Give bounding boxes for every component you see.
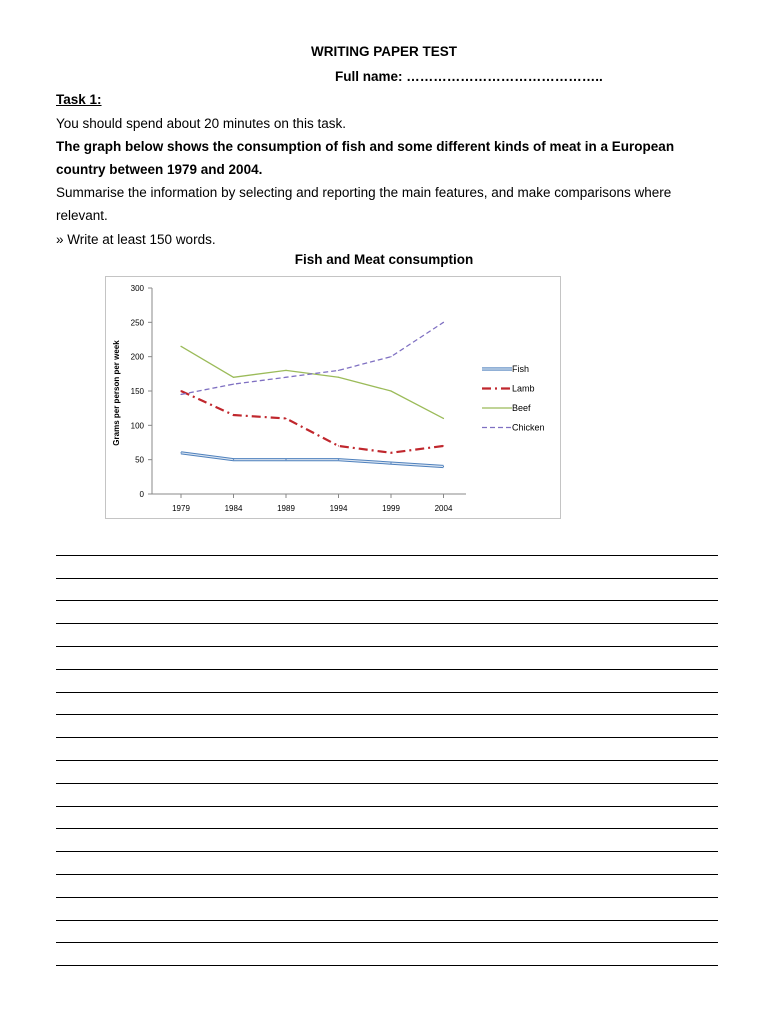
answer-line[interactable] — [56, 875, 718, 898]
answer-lines[interactable] — [56, 533, 718, 966]
answer-line[interactable] — [56, 852, 718, 875]
x-tick-label: 1999 — [382, 504, 400, 513]
chart-title: Fish and Meat consumption — [294, 252, 474, 267]
y-tick-label: 50 — [135, 455, 144, 465]
y-tick-label: 100 — [130, 421, 144, 431]
answer-line[interactable] — [56, 624, 718, 647]
y-tick-label: 300 — [130, 284, 144, 293]
y-axis-label: Grams per person per week — [112, 340, 121, 446]
data-point-lamb — [390, 452, 391, 453]
answer-line[interactable] — [56, 898, 718, 921]
answer-line[interactable] — [56, 943, 718, 966]
data-point-chicken — [233, 384, 234, 385]
y-tick-label: 200 — [130, 352, 144, 362]
y-tick-label: 250 — [130, 318, 144, 328]
x-tick-label: 1989 — [277, 504, 295, 513]
answer-line[interactable] — [56, 556, 718, 579]
series-line-beef — [181, 346, 444, 418]
data-point-chicken — [443, 322, 444, 323]
data-point-fish — [233, 459, 234, 460]
answer-line[interactable] — [56, 693, 718, 716]
data-point-fish — [390, 463, 391, 464]
x-tick-label: 1979 — [172, 504, 190, 513]
answer-line[interactable] — [56, 670, 718, 693]
x-tick-label: 1984 — [224, 504, 243, 513]
answer-line[interactable] — [56, 761, 718, 784]
data-point-chicken — [390, 356, 391, 357]
data-point-beef — [338, 377, 339, 378]
chart-frame — [105, 276, 561, 519]
answer-line[interactable] — [56, 647, 718, 670]
data-point-lamb — [338, 445, 339, 446]
series-line-fish-inner — [181, 453, 444, 467]
data-point-beef — [390, 390, 391, 391]
answer-line[interactable] — [56, 579, 718, 602]
full-name-field[interactable]: Full name: …………………………………….. — [335, 69, 603, 84]
time-instruction: You should spend about 20 minutes on this task. — [56, 116, 346, 131]
answer-line[interactable] — [56, 921, 718, 944]
answer-line[interactable] — [56, 601, 718, 624]
data-point-lamb — [180, 390, 181, 391]
word-count-instruction: » Write at least 150 words. — [56, 232, 216, 247]
x-tick-label: 2004 — [434, 504, 453, 513]
legend-label-fish: Fish — [512, 364, 530, 374]
line-chart — [106, 277, 560, 518]
answer-line[interactable] — [56, 784, 718, 807]
legend-label-beef: Beef — [512, 403, 531, 413]
data-point-beef — [443, 418, 444, 419]
answer-line[interactable] — [56, 533, 718, 556]
data-point-lamb — [233, 414, 234, 415]
answer-line[interactable] — [56, 738, 718, 761]
data-point-fish — [443, 466, 444, 467]
data-point-beef — [180, 346, 181, 347]
data-point-chicken — [338, 370, 339, 371]
data-point-fish — [338, 459, 339, 460]
answer-line[interactable] — [56, 807, 718, 830]
task-heading: Task 1: — [56, 92, 102, 107]
data-point-beef — [285, 370, 286, 371]
data-point-fish — [180, 452, 181, 453]
legend-label-lamb: Lamb — [512, 383, 535, 394]
series-line-lamb — [181, 391, 444, 453]
data-point-chicken — [285, 377, 286, 378]
y-tick-label: 0 — [139, 490, 144, 499]
data-point-chicken — [180, 394, 181, 395]
data-point-lamb — [285, 418, 286, 419]
task-prompt: The graph below shows the consumption of fish and some different kinds of meat in a European country between 1979 and 2004. — [56, 139, 675, 177]
data-point-beef — [233, 377, 234, 378]
data-point-lamb — [443, 445, 444, 446]
data-point-fish — [285, 459, 286, 460]
summary-instruction: Summarise the information by selecting and reporting the main features, and make comparisons where relevant. — [56, 185, 672, 223]
x-tick-label: 1994 — [329, 504, 348, 513]
answer-line[interactable] — [56, 829, 718, 852]
y-tick-label: 150 — [130, 387, 144, 396]
document-title: WRITING PAPER TEST — [310, 44, 457, 59]
answer-line[interactable] — [56, 715, 718, 738]
series-line-chicken — [181, 322, 444, 394]
legend-label-chicken: Chicken — [512, 422, 545, 433]
